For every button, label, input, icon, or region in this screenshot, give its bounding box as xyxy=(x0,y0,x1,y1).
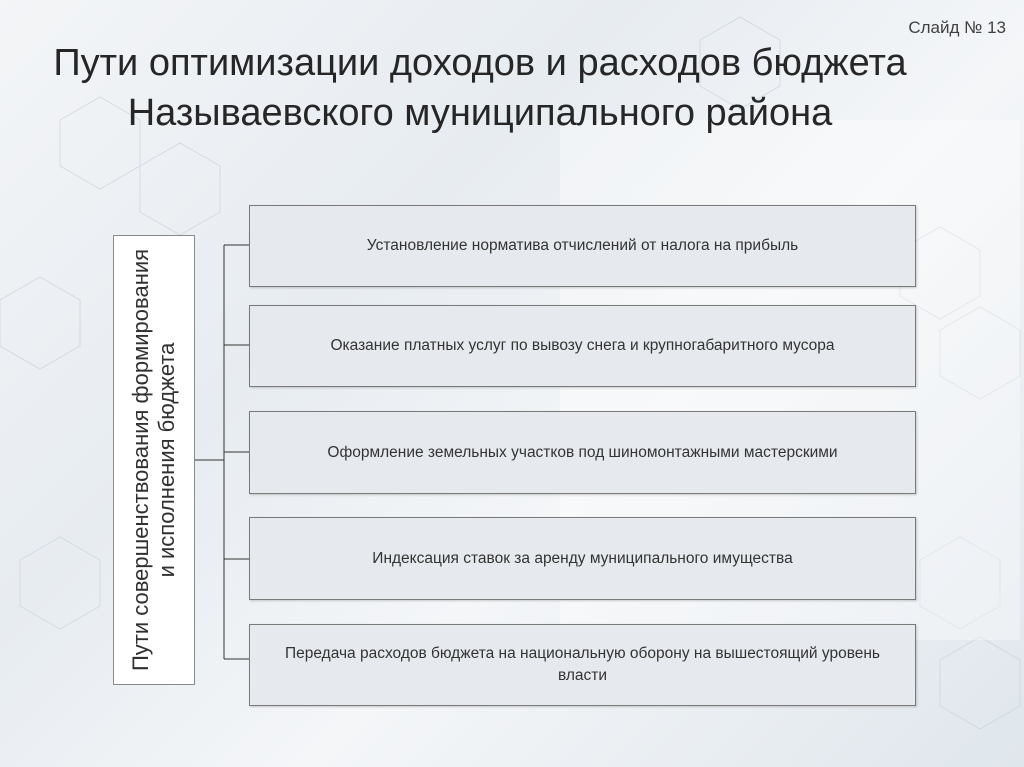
strategy-item-text: Передача расходов бюджета на национальную оборону на вышестоящий уровень власти xyxy=(284,645,881,684)
strategy-item-text: Установление норматива отчислений от налога на прибыль xyxy=(366,237,799,254)
strategy-item-5 xyxy=(249,624,916,706)
strategy-item-3 xyxy=(249,411,916,494)
strategy-item-text: Оформление земельных участков под шиномонтажными мастерскими xyxy=(327,443,838,461)
slide-title: Пути оптимизации доходов и расходов бюджета Называевского муниципального района xyxy=(53,42,907,134)
strategy-item-text: Оказание платных услуг по вывозу снега и крупногабаритного мусора xyxy=(330,337,835,354)
slide-number: Слайд № 13 xyxy=(908,18,1006,37)
strategy-item-text: Индексация ставок за аренду муниципального имущества xyxy=(372,549,793,567)
strategy-item-4 xyxy=(249,517,916,600)
strategy-item-1 xyxy=(249,205,916,287)
category-label: Пути совершенствования формирования и исполнения бюджета xyxy=(128,248,179,672)
strategy-item-2 xyxy=(249,305,916,387)
